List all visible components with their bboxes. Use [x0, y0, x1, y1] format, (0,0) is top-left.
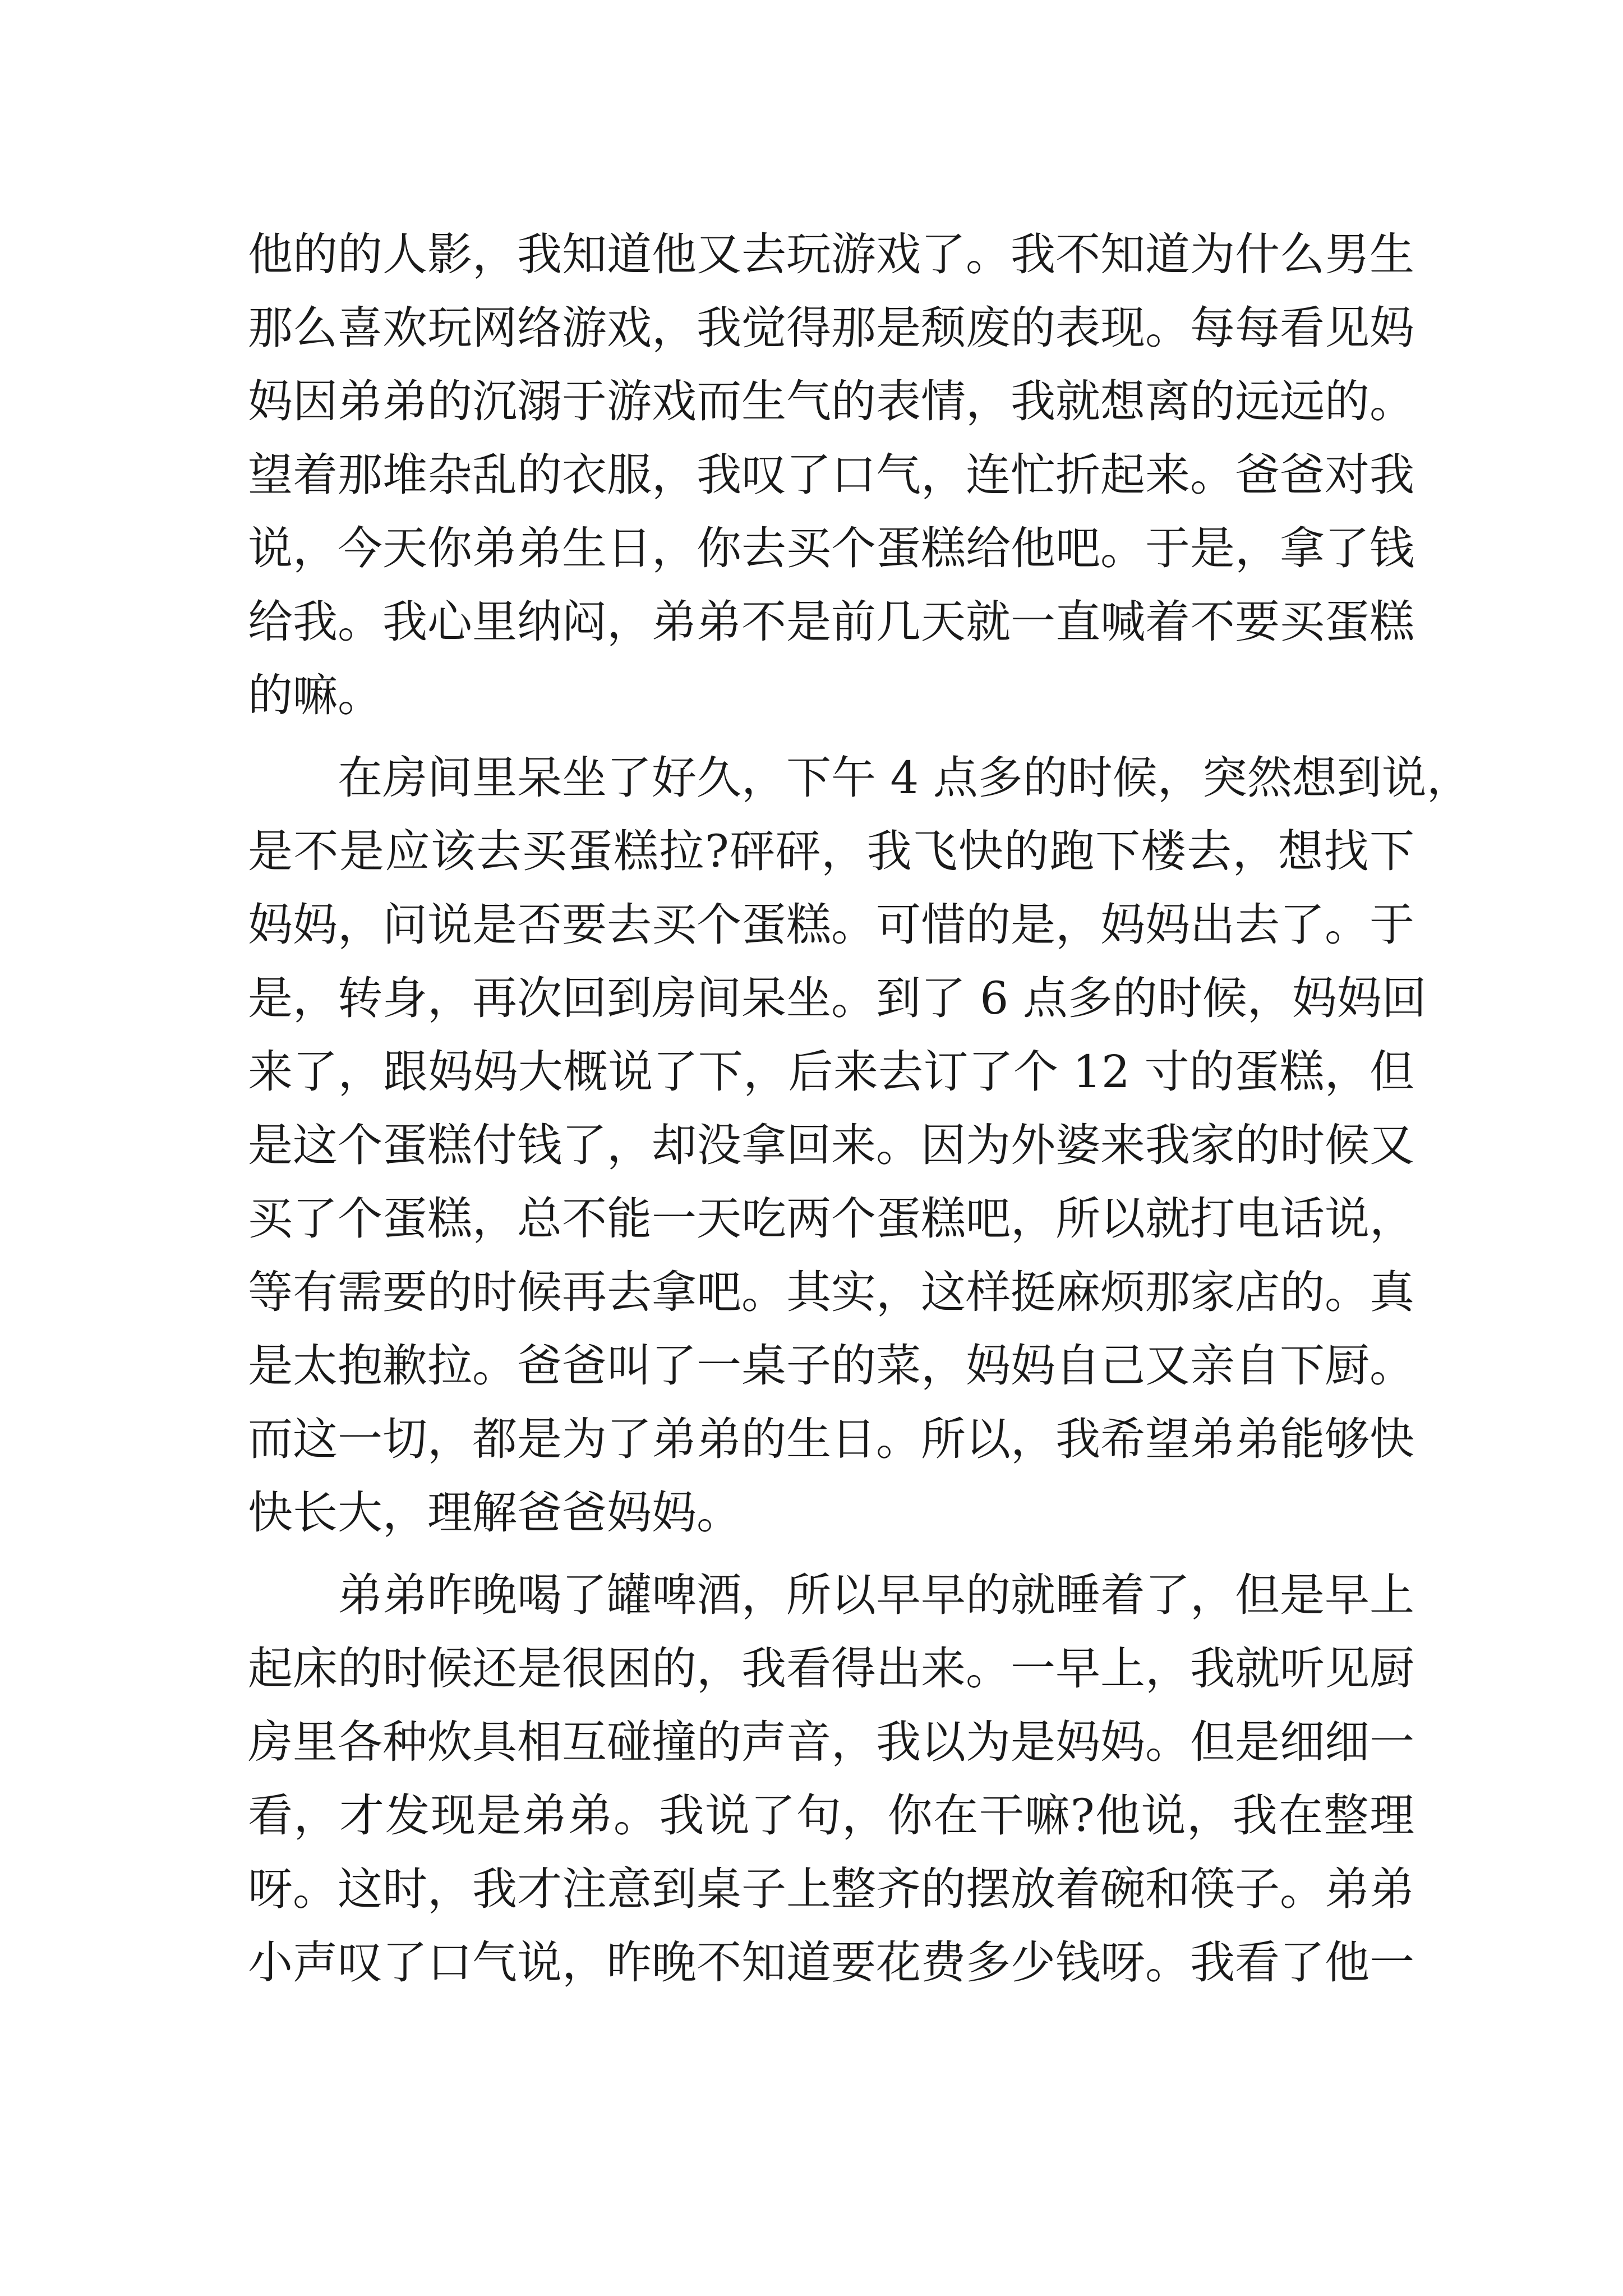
text-line: 望着那堆杂乱的衣服，我叹了口气，连忙折起来。爸爸对我 — [248, 449, 1414, 501]
text-line: 是这个蛋糕付钱了，却没拿回来。因为外婆来我家的时候又 — [248, 1119, 1414, 1171]
text-line: 是，转身，再次回到房间呆坐。到了 6 点多的时候，妈妈回 — [248, 972, 1427, 1024]
paragraph-spacing — [248, 732, 1414, 741]
text-line: 是太抱歉拉。爸爸叫了一桌子的菜，妈妈自己又亲自下厨。 — [248, 1340, 1414, 1392]
paragraph — [248, 741, 1472, 1549]
body-text — [248, 218, 1472, 1999]
text-line: 他的的人影，我知道他又去玩游戏了。我不知道为什么男生 — [248, 228, 1414, 280]
text-line: 呀。这时，我才注意到桌子上整齐的摆放着碗和筷子。弟弟 — [248, 1863, 1414, 1915]
text-line: 小声叹了口气说，昨晚不知道要花费多少钱呀。我看了他一 — [248, 1936, 1414, 1989]
text-line: 房里各种炊具相互碰撞的声音，我以为是妈妈。但是细细一 — [248, 1716, 1414, 1768]
text-line: 来了，跟妈妈大概说了下，后来去订了个 12 寸的蛋糕，但 — [248, 1046, 1414, 1098]
text-line: 妈妈，问说是否要去买个蛋糕。可惜的是，妈妈出去了。于 — [248, 899, 1414, 951]
text-line: 买了个蛋糕，总不能一天吃两个蛋糕吧，所以就打电话说， — [248, 1193, 1414, 1245]
text-line: 等有需要的时候再去拿吧。其实，这样挺麻烦那家店的。真 — [248, 1266, 1414, 1318]
text-line: 给我。我心里纳闷，弟弟不是前几天就一直喊着不要买蛋糕 — [248, 596, 1414, 648]
text-line: 快长大，理解爸爸妈妈。 — [248, 1487, 741, 1539]
text-line: 起床的时候还是很困的，我看得出来。一早上，我就听见厨 — [248, 1642, 1414, 1695]
text-line: 的嘛。 — [248, 669, 382, 721]
text-line: 看，才发现是弟弟。我说了句，你在干嘛?他说，我在整理 — [248, 1789, 1414, 1842]
paragraph-spacing — [248, 1549, 1414, 1558]
text-line: 在房间里呆坐了好久，下午 4 点多的时候，突然想到说， — [338, 752, 1472, 804]
paragraph — [248, 218, 1414, 732]
text-line: 弟弟昨晚喝了罐啤酒，所以早早的就睡着了，但是早上 — [338, 1569, 1414, 1621]
paragraph — [248, 1558, 1414, 1999]
text-line: 说，今天你弟弟生日，你去买个蛋糕给他吧。于是，拿了钱 — [248, 522, 1414, 574]
text-line: 是不是应该去买蛋糕拉?砰砰，我飞快的跑下楼去，想找下 — [248, 825, 1414, 877]
text-line: 妈因弟弟的沉溺于游戏而生气的表情，我就想离的远远的。 — [248, 375, 1414, 427]
text-line: 那么喜欢玩网络游戏，我觉得那是颓废的表现。每每看见妈 — [248, 302, 1414, 354]
text-line: 而这一切，都是为了弟弟的生日。所以，我希望弟弟能够快 — [248, 1413, 1414, 1465]
